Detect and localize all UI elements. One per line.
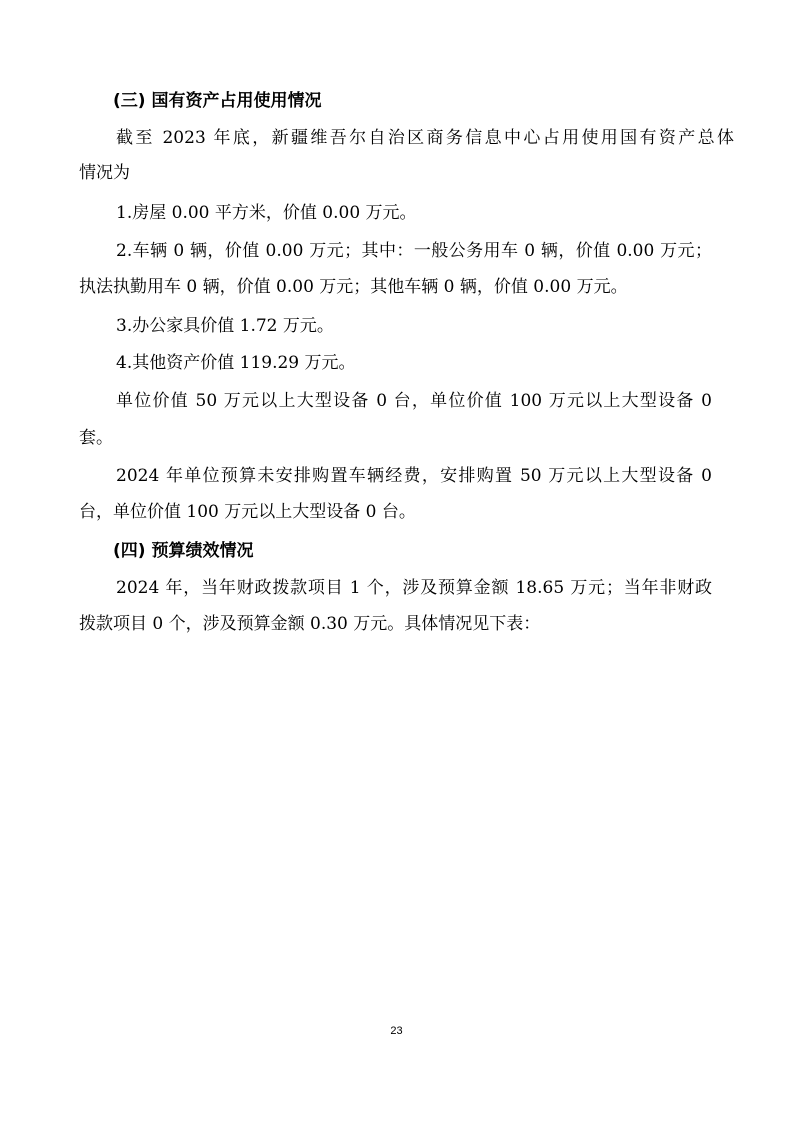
section-3-heading: (三) 国有资产占用使用情况 <box>113 91 322 111</box>
section-4-heading: (四) 预算绩效情况 <box>113 541 254 561</box>
section-3-intro-line-2: 情况为 <box>79 163 130 183</box>
section-3-intro-line-1: 截至 2023 年底，新疆维吾尔自治区商务信息中心占用使用国有资产总体 <box>116 128 734 148</box>
item-2-vehicles-line-2: 执法执勤用车 0 辆，价值 0.00 万元；其他车辆 0 辆，价值 0.00 万元。 <box>79 277 628 297</box>
section-4-paragraph-line-2: 拨款项目 0 个，涉及预算金额 0.30 万元。具体情况见下表： <box>79 614 541 634</box>
item-3-furniture: 3.办公家具价值 1.72 万元。 <box>116 316 334 336</box>
item-4-other-assets: 4.其他资产价值 119.29 万元。 <box>116 353 356 373</box>
equipment-line-2: 套。 <box>79 428 113 448</box>
item-1-housing: 1.房屋 0.00 平方米，价值 0.00 万元。 <box>116 203 417 223</box>
item-2-vehicles-line-1: 2.车辆 0 辆，价值 0.00 万元；其中：一般公务用车 0 辆，价值 0.00 万元； <box>116 241 712 261</box>
section-4-paragraph-line-1: 2024 年，当年财政拨款项目 1 个，涉及预算金额 18.65 万元；当年非财政 <box>116 578 712 598</box>
budget-2024-line-2: 台，单位价值 100 万元以上大型设备 0 台。 <box>79 502 416 522</box>
budget-2024-line-1: 2024 年单位预算未安排购置车辆经费，安排购置 50 万元以上大型设备 0 <box>116 466 712 486</box>
page-number: 23 <box>390 1025 403 1037</box>
equipment-line-1: 单位价值 50 万元以上大型设备 0 台，单位价值 100 万元以上大型设备 0 <box>116 391 712 411</box>
